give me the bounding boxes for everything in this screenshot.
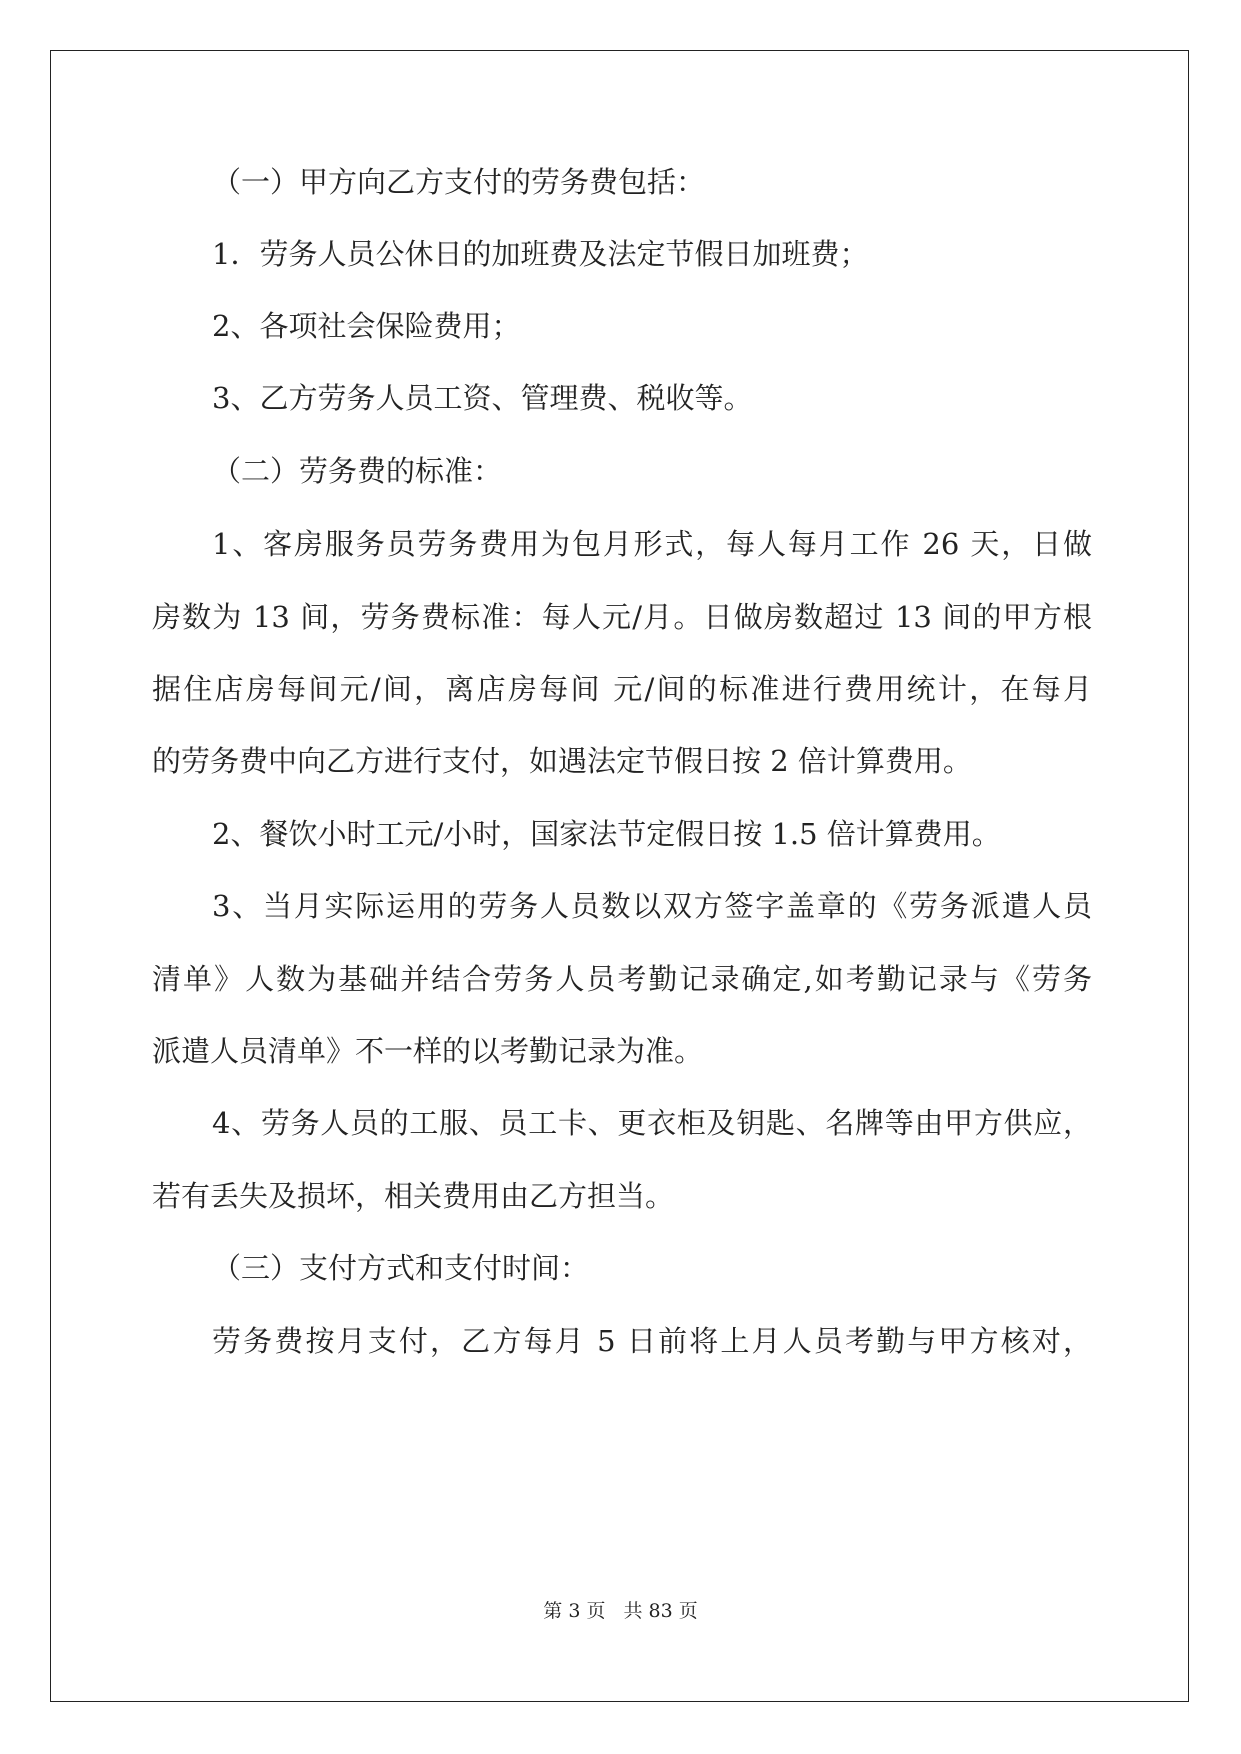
paragraph-line: 3、当月实际运用的劳务人员数以双方签字盖章的《劳务派遣人员	[212, 889, 1092, 923]
paragraph-line: 的劳务费中向乙方进行支付，如遇法定节假日按 2 倍计算费用。	[152, 744, 972, 778]
paragraph-line: 清单》人数为基础并结合劳务人员考勤记录确定,如考勤记录与《劳务	[152, 962, 1092, 996]
section-heading-2: （二）劳务费的标准：	[212, 454, 503, 488]
paragraph-line: 劳务费按月支付，乙方每月 5 日前将上月人员考勤与甲方核对，	[212, 1324, 1092, 1358]
page-number: 第 3 页	[543, 1600, 606, 1622]
section-heading-3: （三）支付方式和支付时间：	[212, 1251, 590, 1285]
page-border	[50, 50, 1189, 1702]
paragraph-line: 房数为 13 间，劳务费标准：每人元/月。日做房数超过 13 间的甲方根	[152, 600, 1092, 634]
section-heading-1: （一）甲方向乙方支付的劳务费包括：	[212, 165, 706, 199]
page-footer	[0, 1596, 1241, 1623]
page-total: 共 83 页	[623, 1600, 698, 1622]
paragraph-line: 若有丢失及损坏，相关费用由乙方担当。	[152, 1179, 675, 1213]
paragraph-line: 据住店房每间元/间，离店房每间 元/间的标准进行费用统计，在每月	[152, 672, 1092, 706]
paragraph-line: 2、餐饮小时工元/小时，国家法节定假日按 1.5 倍计算费用。	[212, 817, 1001, 851]
paragraph-line: 1、客房服务员劳务费用为包月形式，每人每月工作 26 天，日做	[212, 527, 1092, 561]
paragraph-line: 2、各项社会保险费用；	[212, 309, 521, 343]
paragraph-line: 派遣人员清单》不一样的以考勤记录为准。	[152, 1034, 704, 1068]
paragraph-line: 3、乙方劳务人员工资、管理费、税收等。	[212, 381, 753, 415]
paragraph-line: 4、劳务人员的工服、员工卡、更衣柜及钥匙、名牌等由甲方供应，	[212, 1106, 1092, 1140]
paragraph-line: 1．劳务人员公休日的加班费及法定节假日加班费；	[212, 237, 869, 271]
